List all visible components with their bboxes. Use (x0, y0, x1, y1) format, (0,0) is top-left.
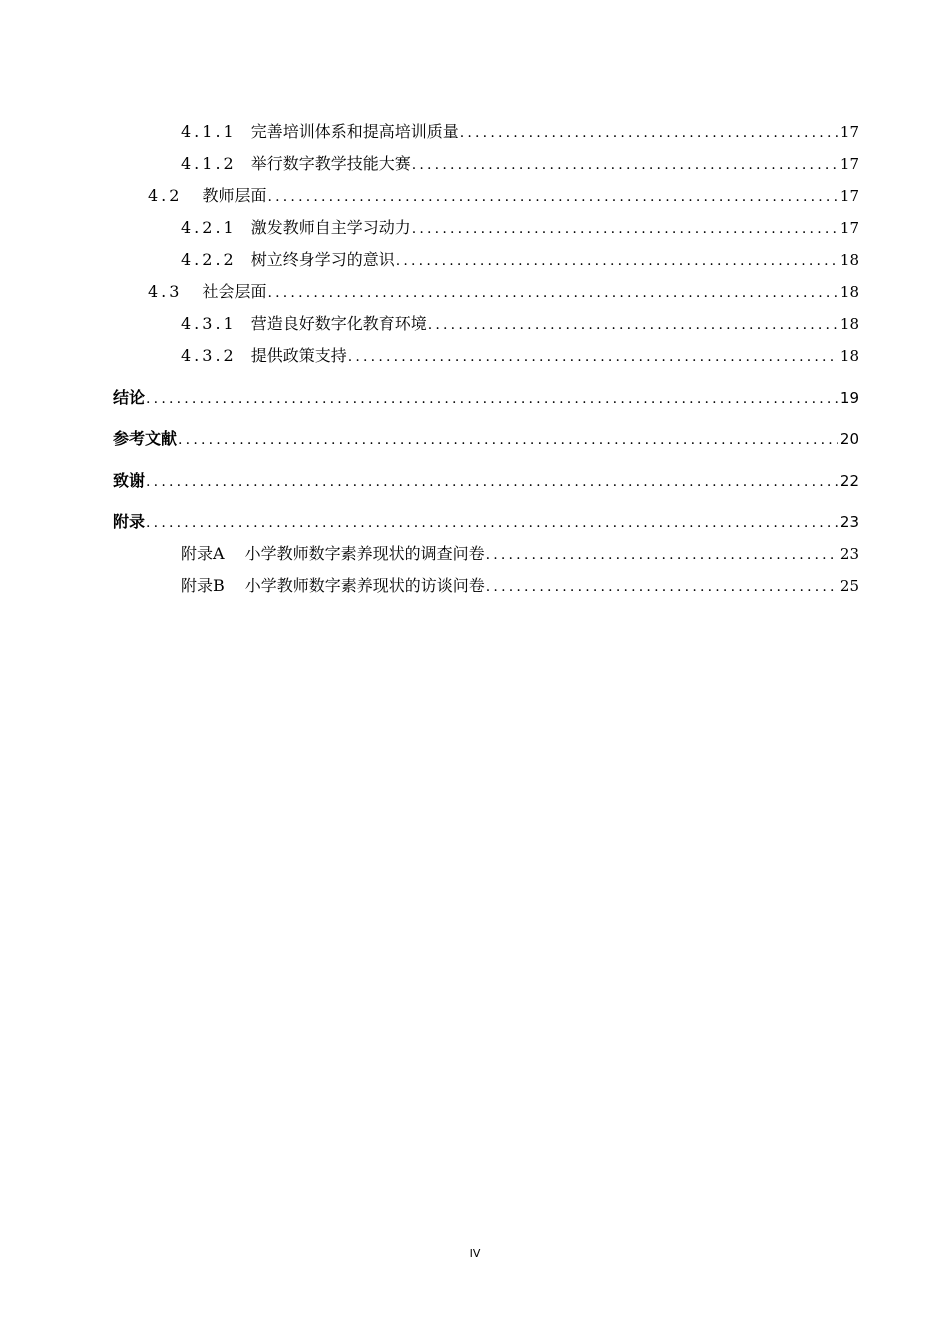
toc-entry-page: 18 (839, 315, 859, 333)
toc-entry-number: 4.1.2 (181, 154, 237, 173)
toc-entry-number: 4.3.2 (181, 346, 237, 365)
toc-leader-dots (485, 576, 838, 597)
toc-entry-title: 附录 (113, 512, 146, 531)
toc-entry-appendix[interactable] (113, 511, 859, 533)
toc-entry-number: 附录B (181, 576, 225, 595)
toc-entry-title: 完善培训体系和提高培训质量 (250, 122, 459, 141)
toc-entry-appendix-a[interactable] (181, 543, 859, 565)
toc-leader-dots (411, 154, 838, 175)
toc-entry-title: 举行数字教学技能大赛 (250, 154, 411, 173)
toc-entry-number: 4.3 (148, 282, 183, 301)
toc-entry-page: 17 (839, 123, 859, 141)
toc-entry-title: 教师层面 (202, 186, 267, 205)
toc-entry-4-1-1[interactable] (181, 121, 859, 143)
toc-entry-title: 小学教师数字素养现状的访谈问卷 (244, 576, 485, 595)
toc-entry-page: 23 (839, 513, 859, 531)
toc-leader-dots (266, 282, 837, 303)
toc-entry-4-2-1[interactable] (181, 217, 859, 239)
toc-entry-page: 23 (839, 545, 859, 563)
toc-entry-number: 4.3.1 (181, 314, 237, 333)
toc-entry-title: 参考文献 (113, 429, 178, 448)
toc-entry-page: 17 (839, 219, 859, 237)
toc-entry-number: 4.2.2 (181, 250, 237, 269)
toc-leader-dots (411, 218, 838, 239)
toc-entry-title: 社会层面 (202, 282, 267, 301)
toc-entry-title: 树立终身学习的意识 (250, 250, 395, 269)
toc-entry-4-1-2[interactable] (181, 153, 859, 175)
toc-leader-dots (266, 186, 837, 207)
toc-leader-dots (459, 122, 838, 143)
toc-entry-4-2-2[interactable] (181, 249, 859, 271)
toc-entry-title: 致谢 (113, 471, 146, 490)
toc-leader-dots (347, 346, 838, 367)
toc-entry-4-2[interactable] (148, 185, 859, 207)
toc-entry-acknowledgements[interactable] (113, 470, 859, 492)
toc-leader-dots (395, 250, 838, 271)
toc-entry-4-3-1[interactable] (181, 313, 859, 335)
toc-entry-conclusion[interactable] (113, 387, 859, 409)
toc-entry-page: 18 (839, 347, 859, 365)
toc-entry-title: 营造良好数字化教育环境 (250, 314, 427, 333)
toc-leader-dots (177, 429, 838, 450)
toc-entry-title: 小学教师数字素养现状的调查问卷 (244, 544, 485, 563)
toc-entry-page: 18 (839, 283, 859, 301)
toc-entry-4-3[interactable] (148, 281, 859, 303)
toc-leader-dots (145, 512, 838, 533)
toc-entry-number: 附录A (181, 544, 225, 563)
toc-leader-dots (427, 314, 838, 335)
toc-entry-number: 4.2.1 (181, 218, 237, 237)
table-of-contents (0, 0, 950, 620)
toc-entry-page: 17 (839, 187, 859, 205)
toc-entry-title: 激发教师自主学习动力 (250, 218, 411, 237)
toc-entry-appendix-b[interactable] (181, 575, 859, 597)
toc-entry-page: 25 (839, 577, 859, 595)
toc-entry-page: 19 (839, 389, 859, 407)
toc-entry-page: 17 (839, 155, 859, 173)
toc-entry-number: 4.1.1 (181, 122, 237, 141)
toc-entry-page: 18 (839, 251, 859, 269)
toc-leader-dots (145, 471, 838, 492)
toc-leader-dots (485, 544, 838, 565)
toc-entry-page: 20 (839, 430, 859, 448)
toc-entry-title: 提供政策支持 (250, 346, 347, 365)
page-number: IV (469, 1247, 481, 1260)
toc-entry-page: 22 (839, 472, 859, 490)
toc-entry-title: 结论 (113, 388, 146, 407)
toc-entry-references[interactable] (113, 428, 859, 450)
toc-entry-number: 4.2 (148, 186, 183, 205)
toc-entry-4-3-2[interactable] (181, 345, 859, 367)
toc-leader-dots (145, 388, 838, 409)
